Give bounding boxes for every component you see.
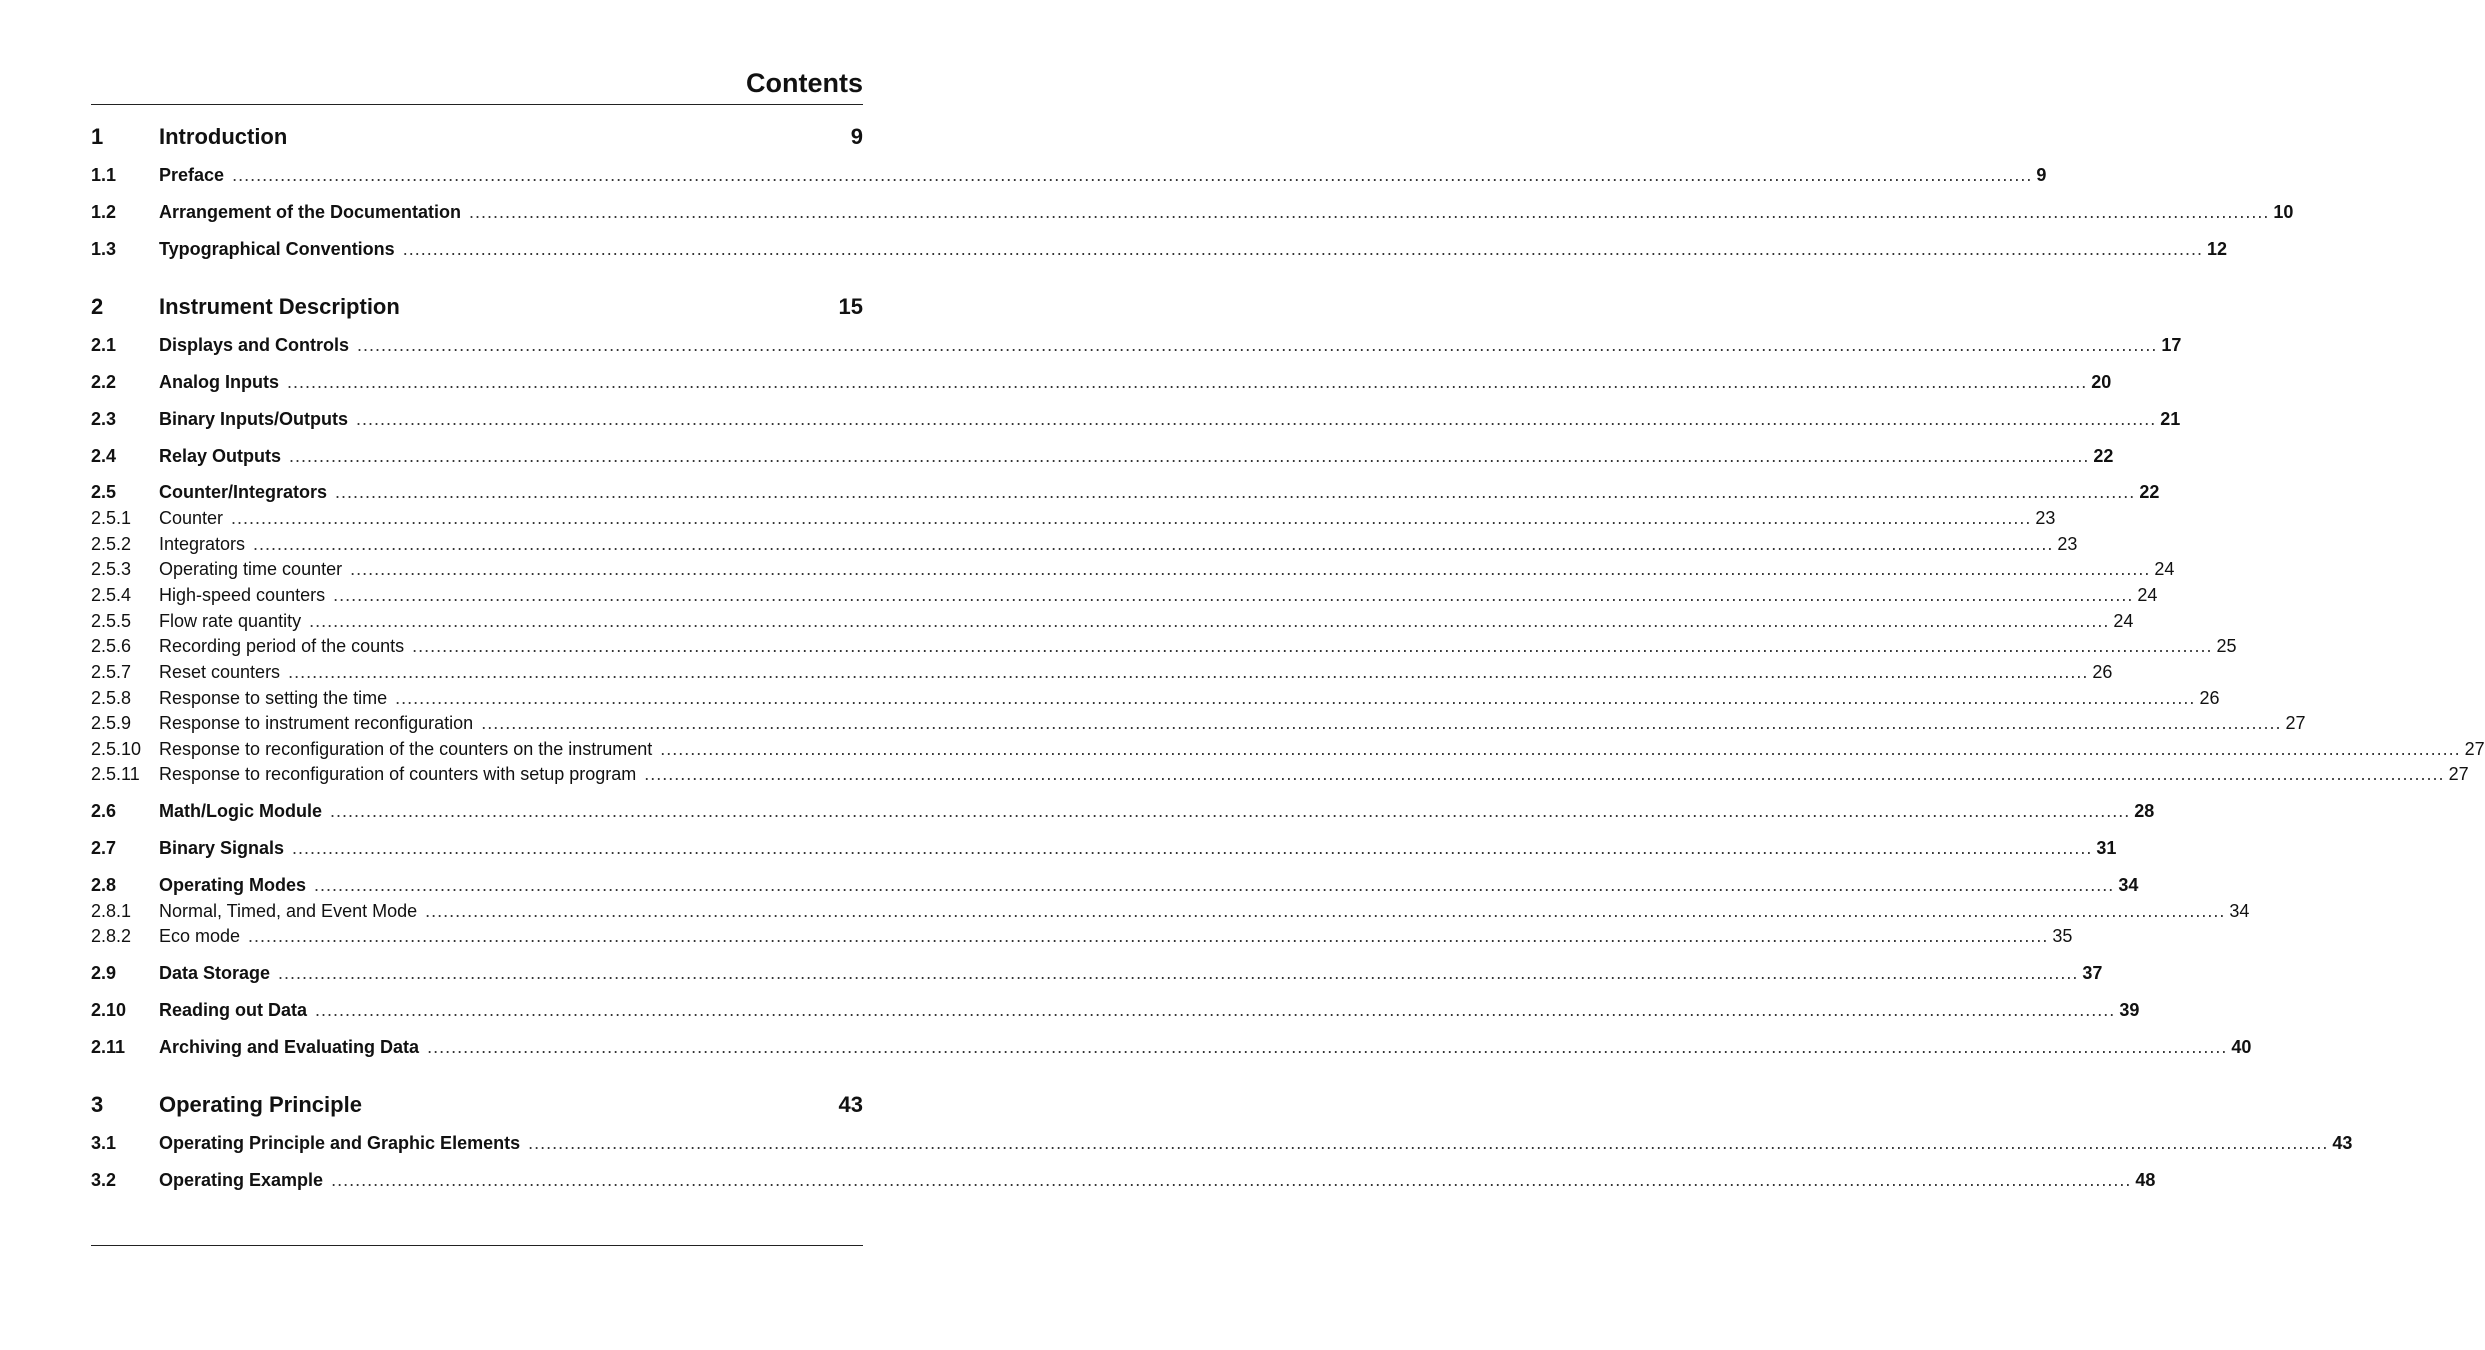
toc-entry-2-5-11[interactable]: [91, 763, 2469, 785]
toc-number: 2.4: [91, 446, 117, 466]
toc-page-number: 24: [2113, 611, 2134, 631]
toc-title: Integrators: [159, 534, 246, 554]
toc-entry-2-3[interactable]: [91, 408, 2181, 430]
toc-page-number: 17: [2161, 335, 2182, 355]
toc-title: Typographical Conventions: [159, 239, 395, 259]
toc-number: 2.10: [91, 1000, 127, 1020]
toc-leader-dots: ............................................................................................................................................................................................................................................................................................................: [402, 239, 2203, 259]
toc-page-number: 27: [2448, 764, 2469, 784]
toc-title: Operating Principle and Graphic Elements: [159, 1133, 521, 1153]
toc-number: 2.5.8: [91, 688, 132, 708]
toc-entry-1-2[interactable]: [91, 201, 2294, 223]
toc-leader-dots: ............................................................................................................................................................................................................................................................................................................: [335, 482, 2136, 502]
toc-title: Relay Outputs: [159, 446, 282, 466]
table-of-contents: [91, 0, 2485, 1350]
toc-entry-2-5-9[interactable]: [91, 712, 2306, 734]
toc-leader-dots: ............................................................................................................................................................................................................................................................................................................: [253, 534, 2054, 554]
toc-page-number: 12: [2206, 239, 2228, 259]
toc-entry-2-8-1[interactable]: [91, 900, 2250, 922]
toc-leader-dots: ............................................................................................................................................................................................................................................................................................................: [660, 739, 2461, 759]
toc-title: Displays and Controls: [159, 335, 350, 355]
toc-page-number: 25: [2216, 636, 2237, 656]
toc-leader-dots: ............................................................................................................................................................................................................................................................................................................: [278, 963, 2079, 983]
page-title: Contents: [746, 68, 863, 98]
toc-title: Counter: [159, 508, 224, 528]
toc-number: 2.5.9: [91, 713, 132, 733]
toc-leader-dots: ............................................................................................................................................................................................................................................................................................................: [350, 559, 2151, 579]
toc-title: Binary Inputs/Outputs: [159, 409, 348, 429]
toc-entry-2-5-3[interactable]: [91, 558, 2175, 580]
toc-leader-dots: ............................................................................................................................................................................................................................................................................................................: [356, 409, 2157, 429]
toc-number: 1.1: [91, 165, 117, 185]
toc-page-number: 34: [2118, 875, 2139, 895]
toc-title: Reset counters: [159, 662, 281, 682]
toc-entry-2-10[interactable]: [91, 999, 2140, 1021]
toc-leader-dots: ............................................................................................................................................................................................................................................................................................................: [329, 801, 2131, 821]
toc-title: Operating Example: [159, 1170, 324, 1190]
toc-title: Normal, Timed, and Event Mode: [159, 901, 418, 921]
toc-entry-2-5-6[interactable]: [91, 635, 2237, 657]
bottom-rule: [91, 1245, 863, 1246]
toc-title: Counter/Integrators: [159, 482, 328, 502]
toc-page-number: 43: [838, 1092, 863, 1117]
toc-page-number: 34: [2229, 901, 2250, 921]
toc-number: 2.5.10: [91, 739, 142, 759]
toc-title: Reading out Data: [159, 1000, 308, 1020]
toc-number: 2.5.3: [91, 559, 132, 579]
toc-number: 2.3: [91, 409, 117, 429]
toc-entry-2-11[interactable]: [91, 1036, 2252, 1058]
toc-entry-1-3[interactable]: [91, 238, 2228, 260]
toc-entry-2-5-8[interactable]: [91, 687, 2220, 709]
toc-title: Introduction: [159, 124, 288, 149]
toc-leader-dots: ............................................................................................................................................................................................................................................................................................................: [289, 446, 2090, 466]
toc-number: 2.5.2: [91, 534, 132, 554]
toc-number: 1: [91, 124, 104, 149]
toc-page-number: 23: [2057, 534, 2078, 554]
toc-page-number: 35: [2052, 926, 2073, 946]
toc-number: 2.8.2: [91, 926, 132, 946]
toc-entry-2[interactable]: [91, 293, 863, 321]
toc-entry-2-5-4[interactable]: [91, 584, 2158, 606]
toc-entry-2-4[interactable]: [91, 445, 2114, 467]
toc-page-number: 22: [2139, 482, 2160, 502]
toc-leader-dots: ............................................................................................................................................................................................................................................................................................................: [231, 508, 2032, 528]
toc-title: Math/Logic Module: [159, 801, 322, 821]
toc-page-number: 43: [2332, 1133, 2353, 1153]
toc-entry-1-1[interactable]: [91, 164, 2047, 186]
toc-leader-dots: ............................................................................................................................................................................................................................................................................................................: [309, 611, 2110, 631]
toc-page-number: 31: [2096, 838, 2117, 858]
toc-entry-2-7[interactable]: [91, 837, 2117, 859]
toc-entry-2-5-1[interactable]: [91, 507, 2056, 529]
toc-leader-dots: ............................................................................................................................................................................................................................................................................................................: [331, 1170, 2132, 1190]
toc-number: 2.5.4: [91, 585, 132, 605]
toc-leader-dots: ............................................................................................................................................................................................................................................................................................................: [644, 764, 2445, 784]
toc-number: 2.7: [91, 838, 117, 858]
toc-entry-2-5[interactable]: [91, 481, 2160, 503]
toc-page-number: 24: [2137, 585, 2158, 605]
toc-page-number: 10: [2273, 202, 2294, 222]
toc-title: Binary Signals: [159, 838, 285, 858]
toc-title: Response to reconfiguration of counters with setup program: [159, 764, 637, 784]
toc-title: Eco mode: [159, 926, 241, 946]
toc-entry-3-1[interactable]: [91, 1132, 2353, 1154]
toc-entry-3[interactable]: [91, 1091, 863, 1119]
toc-page-number: 28: [2134, 801, 2155, 821]
toc-title: Preface: [159, 165, 225, 185]
toc-title: Archiving and Evaluating Data: [159, 1037, 420, 1057]
toc-page-number: 27: [2285, 713, 2306, 733]
toc-number: 2.1: [91, 335, 117, 355]
toc-title: Flow rate quantity: [159, 611, 302, 631]
toc-leader-dots: ............................................................................................................................................................................................................................................................................................................: [232, 165, 2033, 185]
toc-entry-2-9[interactable]: [91, 962, 2103, 984]
toc-leader-dots: ............................................................................................................................................................................................................................................................................................................: [481, 713, 2282, 733]
toc-leader-dots: ............................................................................................................................................................................................................................................................................................................: [248, 926, 2049, 946]
toc-leader-dots: ............................................................................................................................................................................................................................................................................................................: [395, 688, 2196, 708]
toc-page-number: 26: [2199, 688, 2220, 708]
toc-title: Data Storage: [159, 963, 271, 983]
toc-number: 2.5.11: [91, 764, 140, 784]
toc-entry-2-5-10[interactable]: [91, 738, 2485, 760]
toc-number: 2.8: [91, 875, 117, 895]
toc-number: 2.9: [91, 963, 117, 983]
toc-entry-2-8-2[interactable]: [91, 925, 2073, 947]
toc-number: 2.6: [91, 801, 117, 821]
toc-entry-2-5-2[interactable]: [91, 533, 2078, 555]
toc-entry-2-2[interactable]: [91, 371, 2112, 393]
toc-number: 3.1: [91, 1133, 117, 1153]
toc-page-number: 15: [838, 294, 863, 319]
toc-title: High-speed counters: [159, 585, 326, 605]
toc-leader-dots: ............................................................................................................................................................................................................................................................................................................: [315, 1000, 2116, 1020]
toc-page-number: 23: [2035, 508, 2056, 528]
toc-page-number: 20: [2091, 372, 2112, 392]
toc-entry-2-5-5[interactable]: [91, 610, 2134, 632]
toc-page-number: 21: [2160, 409, 2181, 429]
toc-page-number: 9: [850, 124, 863, 149]
toc-page-number: 27: [2464, 739, 2485, 759]
toc-page-number: 26: [2092, 662, 2113, 682]
toc-number: 2.8.1: [91, 901, 132, 921]
toc-title: Arrangement of the Documentation: [159, 202, 462, 222]
toc-number: 2.5: [91, 482, 117, 502]
toc-number: 1.2: [91, 202, 117, 222]
toc-leader-dots: ............................................................................................................................................................................................................................................................................................................: [288, 662, 2089, 682]
toc-number: 2.5.6: [91, 636, 132, 656]
toc-entry-2-1[interactable]: [91, 334, 2182, 356]
toc-title: Instrument Description: [159, 294, 400, 319]
toc-number: 2.2: [91, 372, 117, 392]
toc-number: 2.5.1: [91, 508, 132, 528]
toc-entry-3-2[interactable]: [91, 1169, 2156, 1191]
toc-page-number: 48: [2135, 1170, 2156, 1190]
toc-page-number: 9: [2036, 165, 2047, 185]
toc-leader-dots: ............................................................................................................................................................................................................................................................................................................: [292, 838, 2093, 858]
toc-title: Analog Inputs: [159, 372, 279, 392]
toc-title: Recording period of the counts: [159, 636, 405, 656]
toc-leader-dots: ............................................................................................................................................................................................................................................................................................................: [425, 901, 2226, 921]
toc-title: Response to setting the time: [159, 688, 388, 708]
toc-page-number: 40: [2231, 1037, 2252, 1057]
toc-leader-dots: ............................................................................................................................................................................................................................................................................................................: [412, 636, 2213, 656]
toc-leader-dots: ............................................................................................................................................................................................................................................................................................................: [333, 585, 2134, 605]
toc-leader-dots: ............................................................................................................................................................................................................................................................................................................: [287, 372, 2088, 392]
toc-entry-2-8[interactable]: [91, 874, 2139, 896]
toc-leader-dots: ............................................................................................................................................................................................................................................................................................................: [427, 1037, 2228, 1057]
toc-entry-2-6[interactable]: [91, 800, 2155, 822]
toc-page-number: 24: [2154, 559, 2175, 579]
toc-number: 2.11: [91, 1037, 126, 1057]
toc-title: Operating time counter: [159, 559, 343, 579]
toc-title: Operating Modes: [159, 875, 307, 895]
toc-page-number: 37: [2082, 963, 2103, 983]
toc-number: 3: [91, 1092, 104, 1117]
toc-number: 2.5.5: [91, 611, 132, 631]
toc-title: Response to instrument reconfiguration: [159, 713, 474, 733]
toc-title: Response to reconfiguration of the counters on the instrument: [159, 739, 653, 759]
toc-leader-dots: ............................................................................................................................................................................................................................................................................................................: [314, 875, 2115, 895]
toc-number: 2: [91, 294, 104, 319]
toc-leader-dots: ............................................................................................................................................................................................................................................................................................................: [469, 202, 2270, 222]
toc-page-number: 22: [2093, 446, 2114, 466]
toc-entry-1[interactable]: [91, 123, 863, 151]
toc-entry-2-5-7[interactable]: [91, 661, 2113, 683]
toc-page-number: 39: [2119, 1000, 2140, 1020]
toc-leader-dots: ............................................................................................................................................................................................................................................................................................................: [528, 1133, 2329, 1153]
toc-number: 1.3: [91, 239, 117, 259]
toc-number: 3.2: [91, 1170, 117, 1190]
toc-number: 2.5.7: [91, 662, 132, 682]
toc-leader-dots: ............................................................................................................................................................................................................................................................................................................: [357, 335, 2158, 355]
toc-title: Operating Principle: [159, 1092, 362, 1117]
